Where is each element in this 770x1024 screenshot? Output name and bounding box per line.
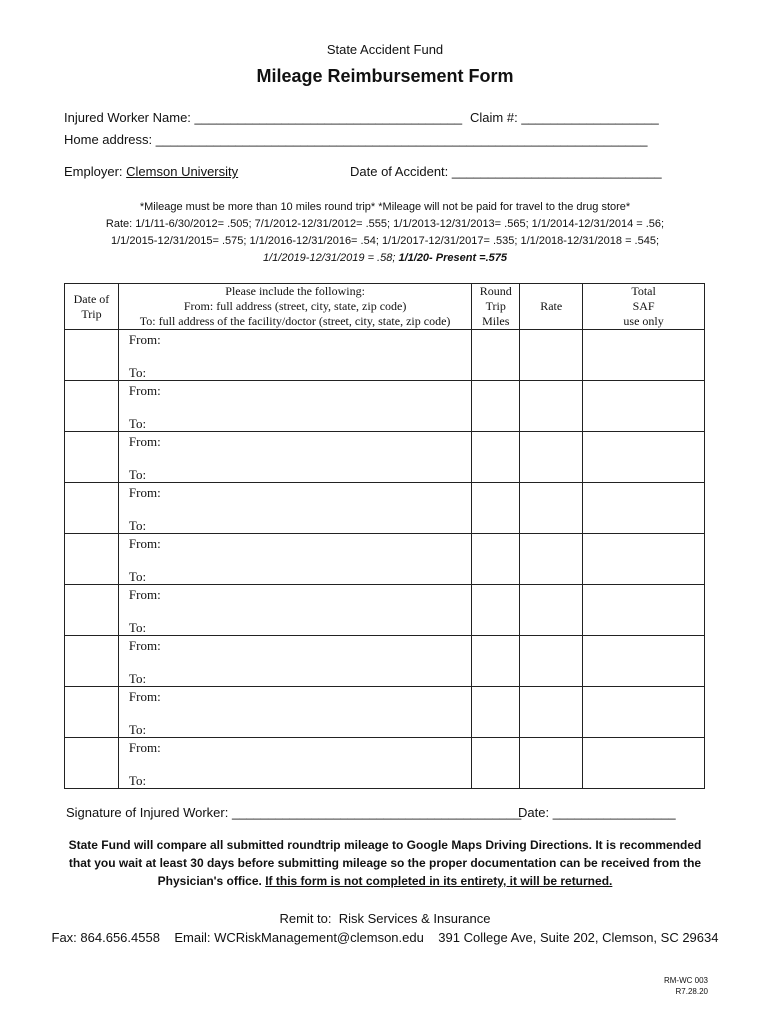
rate-cell[interactable] bbox=[520, 483, 583, 534]
table-row bbox=[65, 585, 705, 636]
mailing-address: 391 College Ave, Suite 202, Clemson, SC 29634 bbox=[438, 930, 719, 945]
form-number: RM-WC 003 bbox=[663, 976, 708, 985]
date-of-trip-cell[interactable] bbox=[65, 636, 119, 687]
signature-field[interactable] bbox=[66, 805, 521, 820]
home-address-line[interactable]: ____________________________________________________________________ bbox=[155, 132, 648, 147]
claim-label: Claim #: bbox=[470, 110, 518, 125]
to-label: To: bbox=[128, 467, 147, 482]
rate-cell[interactable] bbox=[520, 381, 583, 432]
round-trip-miles-cell[interactable] bbox=[472, 636, 520, 687]
round-trip-miles-cell[interactable] bbox=[472, 738, 520, 789]
claim-line[interactable]: ___________________ bbox=[521, 110, 659, 125]
employer-value: Clemson University bbox=[126, 164, 239, 179]
table-row bbox=[65, 381, 705, 432]
address-cell[interactable] bbox=[118, 687, 471, 738]
signature-date-label: Date: bbox=[518, 805, 550, 820]
rate-cell[interactable] bbox=[520, 330, 583, 381]
injured-worker-field[interactable] bbox=[64, 110, 462, 125]
rate-notes bbox=[0, 199, 770, 267]
address-cell[interactable] bbox=[118, 432, 471, 483]
total-saf-cell bbox=[583, 636, 705, 687]
rate-cell[interactable] bbox=[520, 534, 583, 585]
address-cell[interactable] bbox=[118, 534, 471, 585]
table-row bbox=[65, 687, 705, 738]
date-of-accident-field[interactable] bbox=[350, 164, 662, 179]
to-label: To: bbox=[128, 365, 147, 380]
to-label: To: bbox=[128, 773, 147, 788]
employer-label: Employer: bbox=[64, 164, 123, 179]
address-cell[interactable] bbox=[118, 636, 471, 687]
total-saf-cell bbox=[583, 687, 705, 738]
date-of-trip-cell[interactable] bbox=[65, 330, 119, 381]
remit-value: Risk Services & Insurance bbox=[338, 911, 491, 926]
remit-label: Remit to: bbox=[279, 911, 332, 926]
to-label: To: bbox=[128, 620, 147, 635]
date-of-accident-line[interactable]: _____________________________ bbox=[451, 164, 662, 179]
round-trip-miles-cell[interactable] bbox=[472, 381, 520, 432]
injured-worker-label: Injured Worker Name: bbox=[64, 110, 191, 125]
table-row bbox=[65, 534, 705, 585]
round-trip-miles-cell[interactable] bbox=[472, 534, 520, 585]
return-warning: If this form is not completed in its entirety, it will be returned. bbox=[265, 874, 613, 888]
table-row bbox=[65, 330, 705, 381]
header-round-trip-miles: Round Trip Miles bbox=[472, 284, 520, 330]
address-cell[interactable] bbox=[118, 483, 471, 534]
round-trip-miles-cell[interactable] bbox=[472, 330, 520, 381]
header-address: Please include the following: From: full address (street, city, state, zip code) To: full address of the facility/doctor (street, city, state, zip code) bbox=[118, 284, 471, 330]
to-label: To: bbox=[128, 671, 147, 686]
date-of-trip-cell[interactable] bbox=[65, 534, 119, 585]
header-date-of-trip: Date of Trip bbox=[65, 284, 119, 330]
signature-line[interactable]: ________________________________________ bbox=[231, 805, 522, 820]
header-total-saf: Total SAF use only bbox=[583, 284, 705, 330]
date-of-accident-label: Date of Accident: bbox=[350, 164, 449, 179]
date-of-trip-cell[interactable] bbox=[65, 381, 119, 432]
form-code bbox=[664, 975, 708, 997]
home-address-field[interactable] bbox=[64, 132, 647, 147]
mileage-warning: *Mileage must be more than 10 miles round trip* *Mileage will not be paid for travel to the drug store* bbox=[139, 201, 631, 213]
rate-cell[interactable] bbox=[520, 432, 583, 483]
from-label: From: bbox=[128, 740, 161, 755]
date-of-trip-cell[interactable] bbox=[65, 738, 119, 789]
from-label: From: bbox=[128, 536, 161, 551]
rates-current: 1/1/20- Present =.575 bbox=[398, 252, 508, 264]
table-row bbox=[65, 432, 705, 483]
rates-line-2: 1/1/2015-12/31/2015= .575; 1/1/2016-12/31/2016= .54; 1/1/2017-12/31/2017= .535; 1/1/2018-12/31/2018 = .545; bbox=[110, 235, 660, 247]
address-cell[interactable] bbox=[118, 330, 471, 381]
total-saf-cell bbox=[583, 483, 705, 534]
contact-line bbox=[0, 930, 770, 945]
rate-cell[interactable] bbox=[520, 738, 583, 789]
table-row bbox=[65, 483, 705, 534]
round-trip-miles-cell[interactable] bbox=[472, 585, 520, 636]
address-cell[interactable] bbox=[118, 585, 471, 636]
date-of-trip-cell[interactable] bbox=[65, 432, 119, 483]
rate-cell[interactable] bbox=[520, 636, 583, 687]
total-saf-cell bbox=[583, 381, 705, 432]
mileage-table bbox=[64, 283, 705, 789]
total-saf-cell bbox=[583, 534, 705, 585]
header-rate: Rate bbox=[520, 284, 583, 330]
from-label: From: bbox=[128, 434, 161, 449]
notice-line-3: Physician's office. If this form is not completed in its entirety, it will be returned. bbox=[157, 874, 613, 888]
address-cell[interactable] bbox=[118, 738, 471, 789]
date-of-trip-cell[interactable] bbox=[65, 687, 119, 738]
table-header-row bbox=[65, 284, 705, 330]
total-saf-cell bbox=[583, 330, 705, 381]
address-cell[interactable] bbox=[118, 381, 471, 432]
compliance-notice bbox=[0, 836, 770, 890]
table-row bbox=[65, 738, 705, 789]
from-label: From: bbox=[128, 587, 161, 602]
from-label: From: bbox=[128, 485, 161, 500]
from-label: From: bbox=[128, 383, 161, 398]
rates-2019: 1/1/2019-12/31/2019 = .58; bbox=[262, 252, 399, 264]
rate-cell[interactable] bbox=[520, 687, 583, 738]
signature-date-line[interactable]: _________________ bbox=[552, 805, 676, 820]
to-label: To: bbox=[128, 416, 147, 431]
email-address[interactable]: Email: WCRiskManagement@clemson.edu bbox=[174, 930, 424, 945]
round-trip-miles-cell[interactable] bbox=[472, 483, 520, 534]
from-label: From: bbox=[128, 689, 161, 704]
date-of-trip-cell[interactable] bbox=[65, 585, 119, 636]
form-title: Mileage Reimbursement Form bbox=[256, 66, 514, 86]
signature-label: Signature of Injured Worker: bbox=[66, 805, 229, 820]
injured-worker-line[interactable]: _____________________________________ bbox=[194, 110, 463, 125]
rates-line-1: Rate: 1/1/11-6/30/2012= .505; 7/1/2012-12/31/2012= .555; 1/1/2013-12/31/2013= .565; 1/1/2014-12/31/2014 = .56; bbox=[105, 218, 665, 230]
form-revision: R7.28.20 bbox=[675, 987, 708, 996]
to-label: To: bbox=[128, 518, 147, 533]
fax-number: Fax: 864.656.4558 bbox=[51, 930, 160, 945]
to-label: To: bbox=[128, 722, 147, 737]
total-saf-cell bbox=[583, 432, 705, 483]
round-trip-miles-cell[interactable] bbox=[472, 687, 520, 738]
claim-number-field[interactable] bbox=[470, 110, 659, 125]
from-label: From: bbox=[128, 638, 161, 653]
agency-name: State Accident Fund bbox=[326, 42, 444, 57]
rates-line-3 bbox=[0, 250, 770, 267]
date-of-trip-cell[interactable] bbox=[65, 483, 119, 534]
table-row bbox=[65, 636, 705, 687]
total-saf-cell bbox=[583, 738, 705, 789]
notice-line-1: State Fund will compare all submitted roundtrip mileage to Google Maps Driving Directions. It is recommended bbox=[68, 838, 702, 852]
from-label: From: bbox=[128, 332, 161, 347]
to-label: To: bbox=[128, 569, 147, 584]
remit-to bbox=[0, 911, 770, 926]
notice-line-2: that you wait at least 30 days before submitting mileage so the proper documentation can be received from the bbox=[68, 856, 702, 870]
home-address-label: Home address: bbox=[64, 132, 153, 147]
signature-date-field[interactable] bbox=[518, 805, 676, 820]
employer-field bbox=[64, 164, 238, 179]
rate-cell[interactable] bbox=[520, 585, 583, 636]
round-trip-miles-cell[interactable] bbox=[472, 432, 520, 483]
total-saf-cell bbox=[583, 585, 705, 636]
